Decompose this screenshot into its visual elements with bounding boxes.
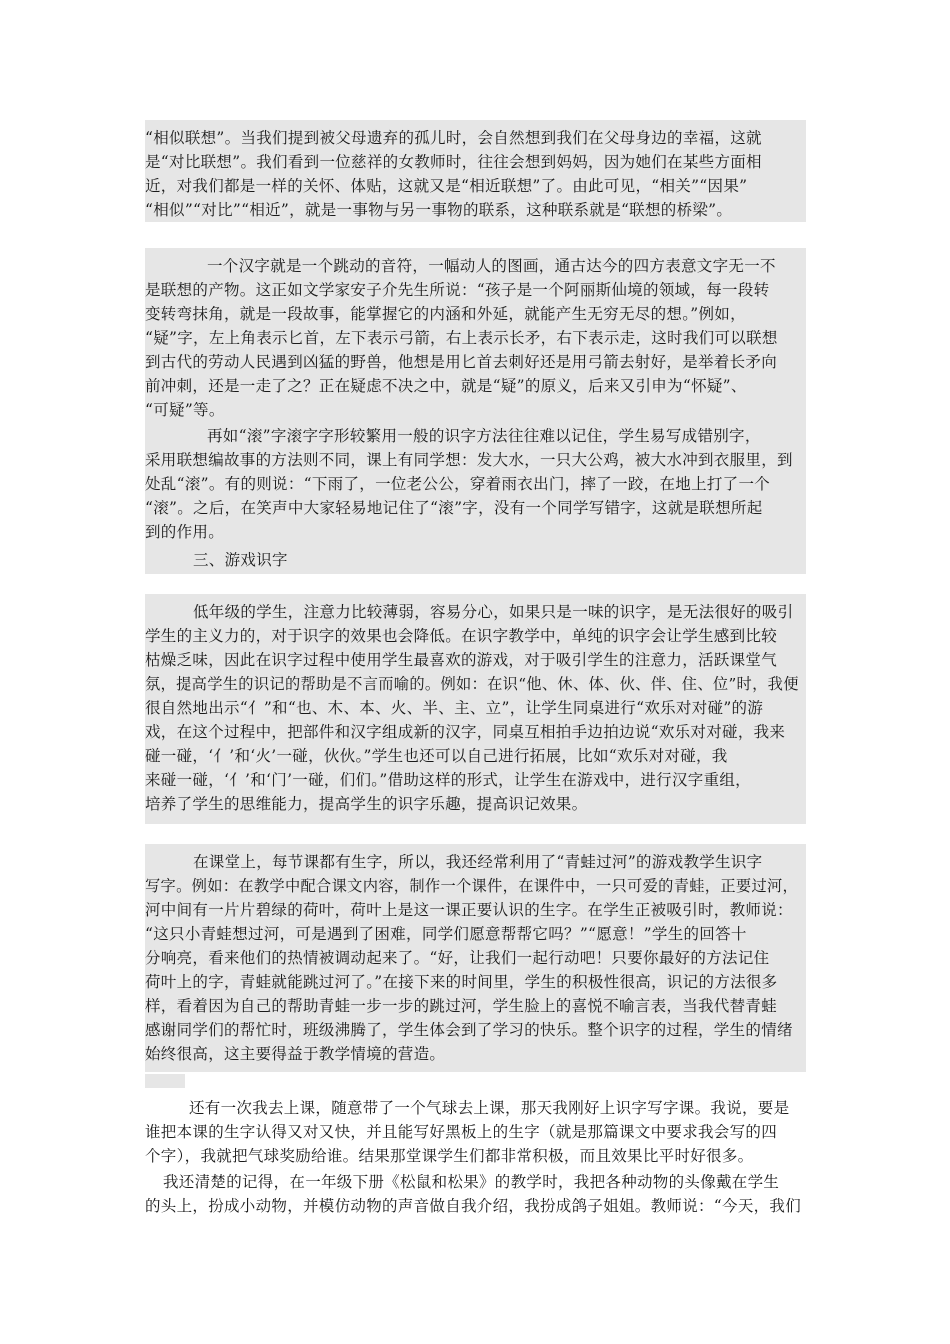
section-heading: 三、游戏识字 — [193, 551, 288, 569]
text-line: 碰一碰，‘亻’和‘火’一碰，伙伙。”学生也还可以自己进行拓展，比如“欢乐对对碰，我 — [145, 747, 728, 765]
text-line: 氛，提高学生的识记的帮助是不言而喻的。例如：在识“他、休、体、伙、伴、住、位”时，我便 — [145, 675, 799, 693]
text-line: 变转弯抹角，就是一段故事，能掌握它的内涵和外延，就能产生无穷无尽的想。”例如， — [145, 305, 746, 323]
text-line: 处乱“滚”。有的则说：“下雨了，一位老公公，穿着雨衣出门，摔了一跤，在地上打了一个 — [145, 475, 771, 493]
text-line: 荷叶上的字，青蛙就能跳过河了。”在接下来的时间里，学生的积极性很高，识记的方法很多 — [145, 973, 778, 991]
text-line: 写字。例如：在教学中配合课文内容，制作一个课件，在课件中，一只可爱的青蛙，正要过河， — [145, 877, 799, 895]
text-line: 还有一次我去上课，随意带了一个气球去上课，那天我刚好上识字写字课。我说，要是 — [189, 1099, 790, 1117]
text-line: 我还清楚的记得，在一年级下册《松鼠和松果》的教学时，我把各种动物的头像戴在学生 — [163, 1173, 780, 1191]
text-line: 采用联想编故事的方法则不同，课上有同学想：发大水，一只大公鸡，被大水冲到衣服里，到 — [145, 451, 793, 469]
text-line: “相似联想”。当我们提到被父母遗弃的孤儿时，会自然想到我们在父母身边的幸福，这就 — [145, 129, 762, 147]
text-line: 样，看着因为自己的帮助青蛙一步一步的跳过河，学生脸上的喜悦不喻言表，当我代替青蛙 — [145, 997, 778, 1015]
text-line: 来碰一碰，‘亻’和‘门’一碰，们们。”借助这样的形式，让学生在游戏中，进行汉字重组， — [145, 771, 751, 789]
text-line: 近，对我们都是一样的关怀、体贴，这就又是“相近联想”了。由此可见，“相关”“因果” — [145, 177, 748, 195]
text-line: 枯燥乏味，因此在识字过程中使用学生最喜欢的游戏，对于吸引学生的注意力，活跃课堂气 — [145, 651, 778, 669]
text-line: 是联想的产物。这正如文学家安子介先生所说：“孩子是一个阿丽斯仙境的领域，每一段转 — [145, 281, 770, 299]
text-line: 低年级的学生，注意力比较薄弱，容易分心，如果只是一味的识字，是无法很好的吸引 — [193, 603, 794, 621]
text-line: 谁把本课的生字认得又对又快，并且能写好黑板上的生字（就是那篇课文中要求我会写的四 — [145, 1123, 778, 1141]
text-line: 到古代的劳动人民遇到凶猛的野兽，他想是用匕首去刺好还是用弓箭去射好，是举着长矛向 — [145, 353, 778, 371]
text-line: “滚”。之后，在笑声中大家轻易地记住了“滚”字，没有一个同学写错字，这就是联想所起 — [145, 499, 763, 517]
text-line: 感谢同学们的帮忙时，班级沸腾了，学生体会到了学习的快乐。整个识字的过程，学生的情绪 — [145, 1021, 793, 1039]
text-line: 在课堂上，每节课都有生字，所以，我还经常利用了“青蛙过河”的游戏教学生识字 — [193, 853, 763, 871]
text-line: 始终很高，这主要得益于教学情境的营造。 — [145, 1045, 446, 1063]
highlight-block — [145, 1074, 185, 1088]
text-line: 很自然地出示“亻”和“也、木、本、火、半、主、立”，让学生同桌进行“欢乐对对碰”的游 — [145, 699, 764, 717]
text-line: 的头上，扮成小动物，并模仿动物的声音做自我介绍，我扮成鸽子姐姐。教师说：“今天，我们 — [145, 1197, 802, 1215]
text-line: 学生的主义力的，对于识字的效果也会降低。在识字教学中，单纯的识字会让学生感到比较 — [145, 627, 778, 645]
text-line: 是“对比联想”。我们看到一位慈祥的女教师时，往往会想到妈妈，因为她们在某些方面相 — [145, 153, 762, 171]
text-line: 到的作用。 — [145, 523, 225, 541]
text-line: 前冲刺，还是一走了之？正在疑虑不决之中，就是“疑”的原义，后来又引申为“怀疑”、 — [145, 377, 747, 395]
text-line: 培养了学生的思维能力，提高学生的识字乐趣，提高识记效果。 — [145, 795, 588, 813]
text-line: “疑”字，左上角表示匕首，左下表示弓箭，右上表示长矛，右下表示走，这时我们可以联想 — [145, 329, 778, 347]
text-line: 分响亮，看来他们的热情被调动起来了。“好，让我们一起行动吧！只要你最好的方法记住 — [145, 949, 770, 967]
text-line: 河中间有一片片碧绿的荷叶，荷叶上是这一课正要认识的生字。在学生正被吸引时，教师说： — [145, 901, 793, 919]
text-line: 戏，在这个过程中，把部件和汉字组成新的汉字，同桌互相拍手边拍边说“欢乐对对碰，我来 — [145, 723, 786, 741]
text-line: 一个汉字就是一个跳动的音符，一幅动人的图画，通古达今的四方表意文字无一不 — [207, 257, 776, 275]
text-line: 再如“滚”字滚字字形较繁用一般的识字方法往往难以记住，学生易写成错别字， — [207, 427, 761, 445]
text-line: 个字），我就把气球奖励给谁。结果那堂课学生们都非常积极，而且效果比平时好很多。 — [145, 1147, 754, 1165]
text-line: “可疑”等。 — [145, 401, 225, 419]
text-line: “这只小青蛙想过河，可是遇到了困难，同学们愿意帮帮它吗？”“愿意！”学生的回答十 — [145, 925, 747, 943]
text-line: “相似”“对比”“相近”，就是一事物与另一事物的联系，这种联系就是“联想的桥梁”。 — [145, 201, 733, 219]
